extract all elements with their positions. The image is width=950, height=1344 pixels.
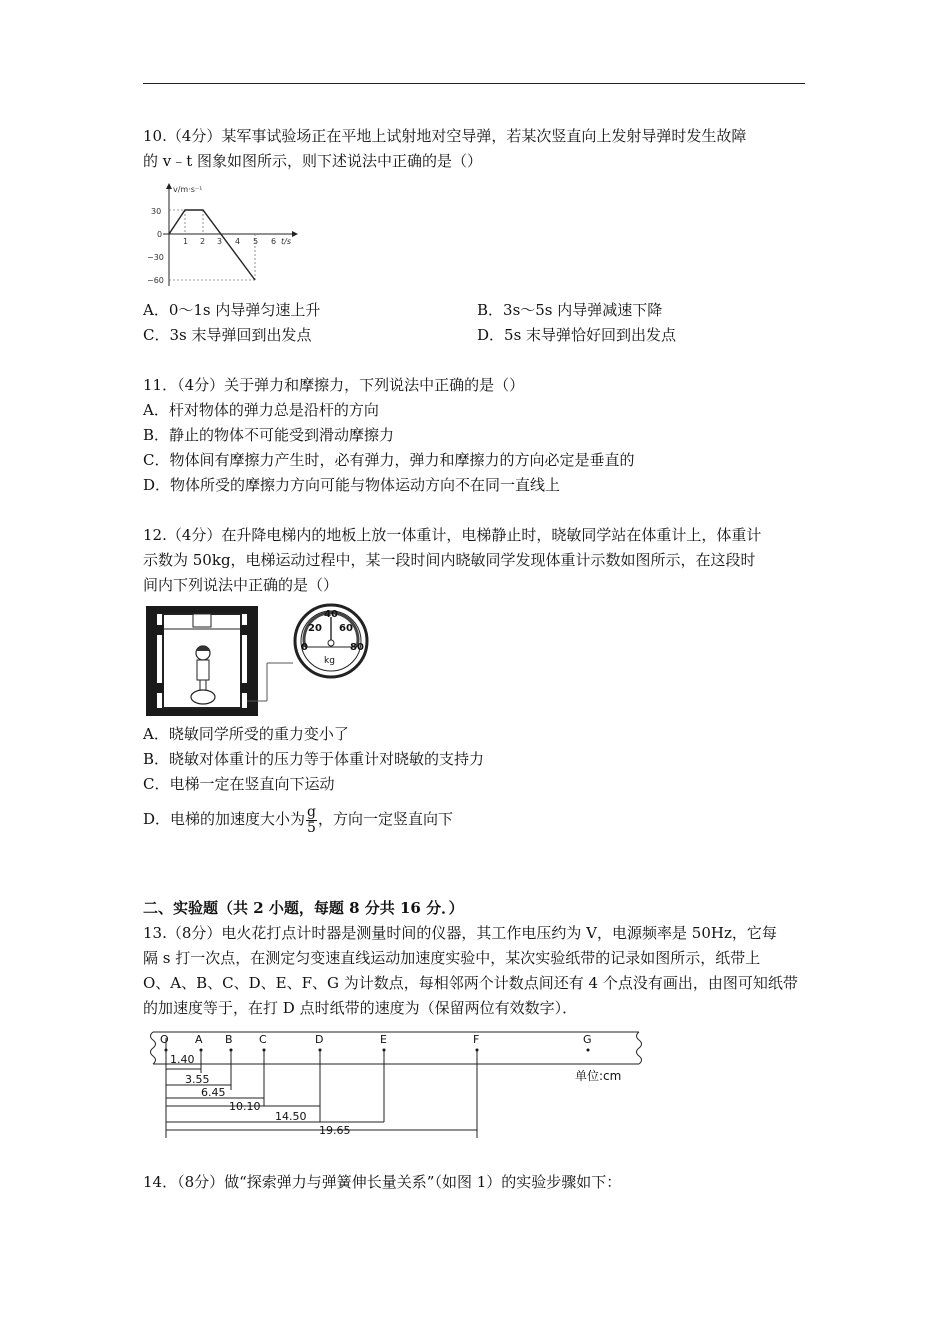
elevator-diagram — [143, 603, 383, 719]
vt-curve — [169, 210, 255, 280]
fraction-g-over-5 — [306, 805, 317, 836]
tape-dist-oc: 6.45 — [201, 1086, 226, 1099]
tape-point-g: G — [583, 1033, 592, 1046]
tape-unit: 单位:cm — [575, 1069, 622, 1083]
q11-option-d: D．物体所受的摩擦力方向可能与物体运动方向不在同一直线上 — [143, 476, 561, 494]
q10-stem-line2: 的 v﹣t 图象如图所示，则下述说法中正确的是（） — [143, 152, 483, 170]
tape-dist-oe: 14.50 — [275, 1110, 307, 1123]
vt-ytick-0: 0 — [157, 230, 163, 239]
vt-xtick-6: 6 — [271, 237, 277, 246]
q11-option-c: C．物体间有摩擦力产生时，必有弹力，弹力和摩擦力的方向必定是垂直的 — [143, 451, 635, 469]
q10-stem-line1: 10.（4分）某军事试验场正在平地上试射地对空导弹，若某次竖直向上发射导弹时发生故障 — [143, 127, 747, 145]
section2-title: 二、实验题（共 2 小题，每题 8 分共 16 分．） — [143, 899, 464, 917]
q12-option-b: B．晓敏对体重计的压力等于体重计对晓敏的支持力 — [143, 750, 485, 768]
tape-point-c: C — [259, 1033, 267, 1046]
vt-xtick-2: 2 — [200, 237, 206, 246]
q10-option-b: B．3s～5s 内导弹减速下降 — [477, 301, 663, 319]
dial-tick-20: 20 — [308, 623, 322, 634]
q13-stem-line2: 隔 s 打一次点，在测定匀变速直线运动加速度实验中，某次实验纸带的记录如图所示，纸带上 — [143, 949, 761, 967]
q12-option-d — [143, 802, 453, 836]
fraction-numerator: g — [307, 803, 316, 820]
dial-tick-80: 80 — [350, 642, 364, 653]
q14-stem: 14．（8分）做“探索弹力与弹簧伸长量关系”（如图 1）的实验步骤如下： — [143, 1173, 622, 1191]
q12-stem-line1: 12.（4分）在升降电梯内的地板上放一体重计，电梯静止时，晓敏同学站在体重计上，体重计 — [143, 526, 762, 544]
tape-point-o: O — [160, 1033, 169, 1046]
q11-option-a: A．杆对物体的弹力总是沿杆的方向 — [143, 401, 379, 419]
vt-xtick-5: 5 — [253, 237, 259, 246]
q13-stem-line3: O、A、B、C、D、E、F、G 为计数点，每相邻两个计数点间还有 4 个点没有画出，由图可知纸带 — [143, 974, 798, 992]
scale-on-floor — [191, 690, 215, 704]
vt-xtick-1: 1 — [183, 237, 189, 246]
tape-point-e: E — [380, 1033, 387, 1046]
vt-xtick-4: 4 — [235, 237, 241, 246]
q12-option-d-suffix: ，方向一定竖直向下 — [318, 810, 454, 828]
q10-option-a: A．0～1s 内导弹匀速上升 — [143, 301, 321, 319]
vt-graph — [143, 182, 303, 292]
q10-option-c: C．3s 末导弹回到出发点 — [143, 326, 312, 344]
dial-tick-40: 40 — [324, 609, 338, 620]
q12-stem-line3: 间内下列说法中正确的是（） — [143, 576, 339, 594]
q12-option-c: C．电梯一定在竖直向下运动 — [143, 775, 335, 793]
q11-stem: 11．（4分）关于弹力和摩擦力，下列说法中正确的是（） — [143, 376, 525, 394]
vt-ylabel: v/m·s⁻¹ — [173, 185, 203, 194]
q12-option-a: A．晓敏同学所受的重力变小了 — [143, 725, 349, 743]
tape-point-a: A — [195, 1033, 203, 1046]
vt-ytick-m60: −60 — [147, 276, 164, 285]
paper-tape-diagram — [143, 1026, 653, 1142]
q12-option-d-prefix: D．电梯的加速度大小为 — [143, 810, 306, 828]
tape-point-b: B — [225, 1033, 233, 1046]
tape-dist-ob: 3.55 — [185, 1073, 210, 1086]
vt-xlabel: t/s — [281, 237, 291, 246]
dial-unit: kg — [324, 656, 335, 666]
q11-option-b: B．静止的物体不可能受到滑动摩擦力 — [143, 426, 395, 444]
tape-dist-oa: 1.40 — [170, 1053, 195, 1066]
vt-ytick-30: 30 — [151, 207, 162, 216]
tape-point-f: F — [473, 1033, 480, 1046]
dial-tick-60: 60 — [339, 623, 353, 634]
vt-ytick-m30: −30 — [147, 253, 164, 262]
tape-dist-of: 19.65 — [319, 1124, 351, 1137]
dial-tick-0: 0 — [301, 642, 308, 653]
tape-dist-od: 10.10 — [229, 1100, 261, 1113]
q12-stem-line2: 示数为 50kg，电梯运动过程中，某一段时间内晓敏同学发现体重计示数如图所示，在这段时 — [143, 551, 756, 569]
q10-option-d: D．5s 末导弹恰好回到出发点 — [477, 326, 677, 344]
fraction-denominator: 5 — [307, 819, 316, 836]
tape-point-d: D — [315, 1033, 324, 1046]
q13-stem-line1: 13.（8分）电火花打点计时器是测量时间的仪器，其工作电压约为 V，电源频率是 50Hz，它每 — [143, 924, 777, 942]
q13-stem-line4: 的加速度等于，在打 D 点时纸带的速度为（保留两位有效数字）． — [143, 999, 578, 1017]
vt-xtick-3: 3 — [217, 237, 223, 246]
header-rule — [143, 83, 805, 84]
